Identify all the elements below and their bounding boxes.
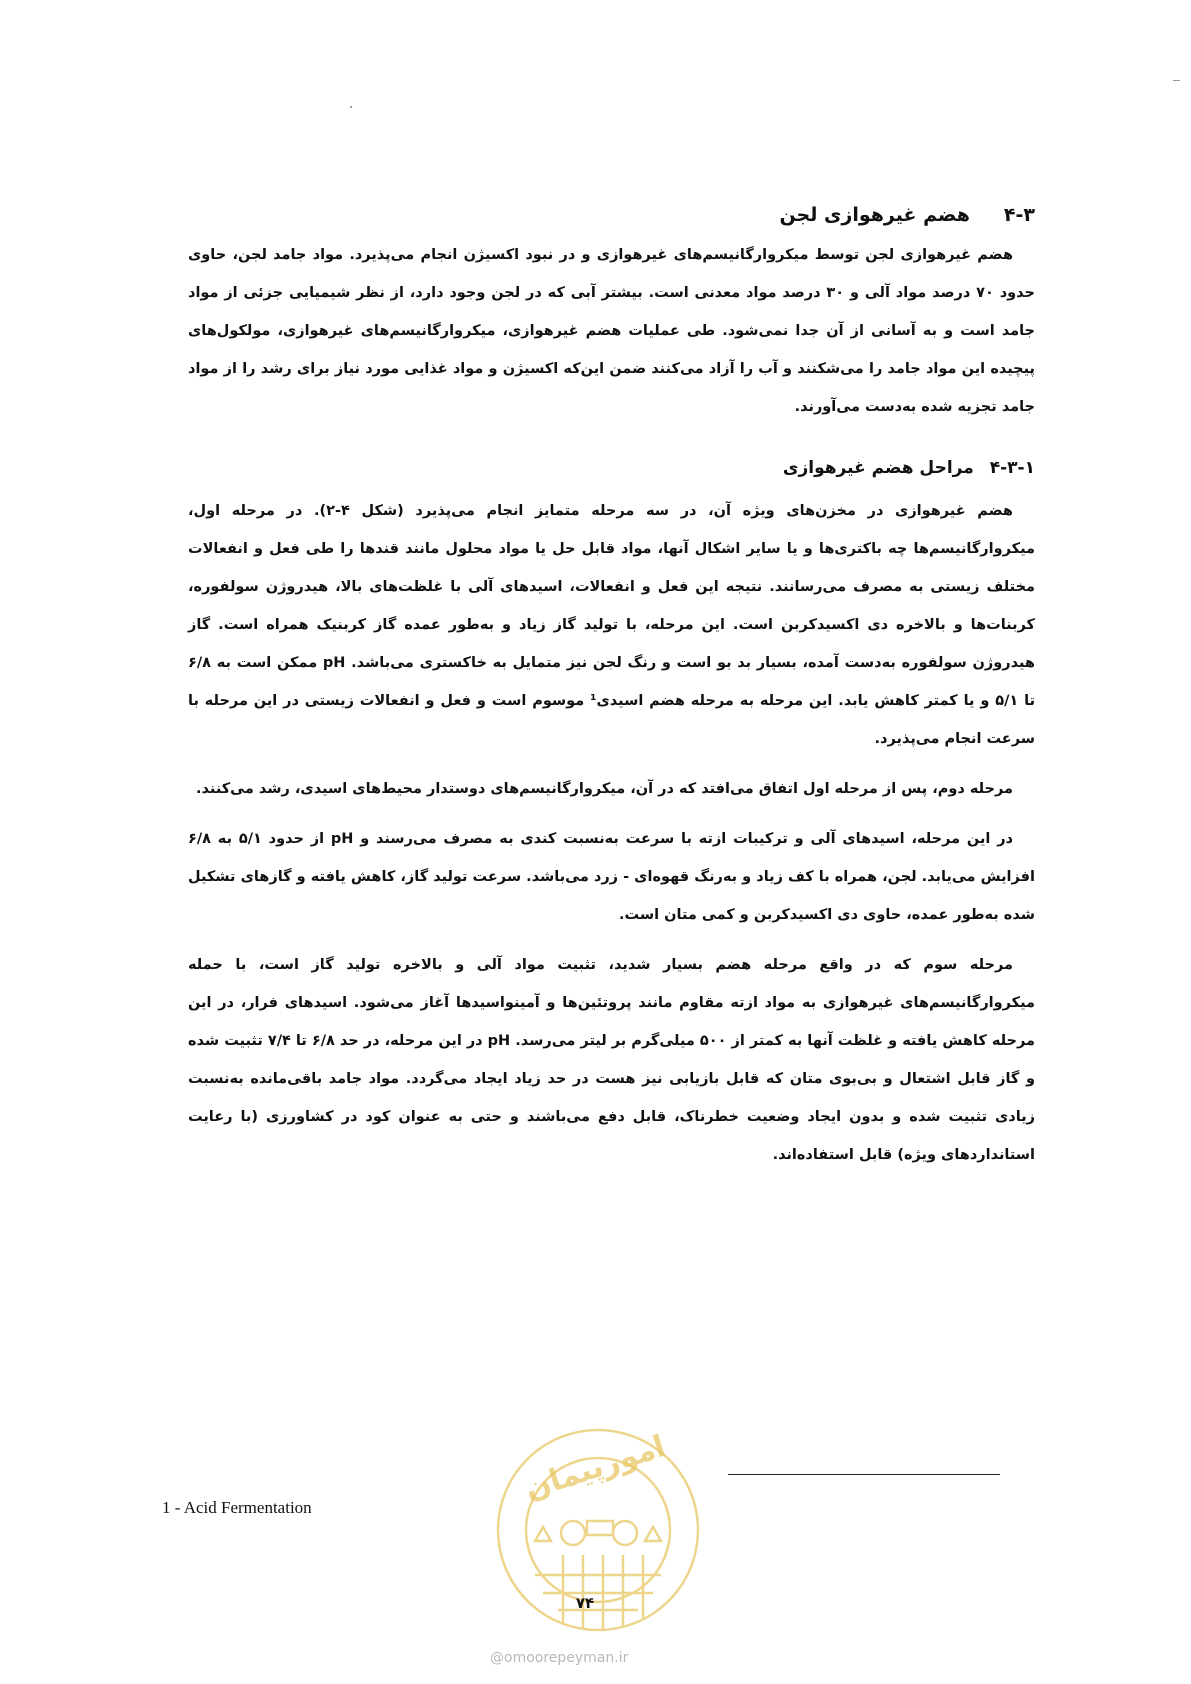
section-heading (188, 204, 1035, 226)
at-icon: @ (490, 1650, 504, 1666)
footnote-separator (728, 1474, 1000, 1475)
paragraph: در این مرحله، اسیدهای آلی و ترکیبات ازته با سرعت به‌نسبت کندی به مصرف می‌رسند و pH از حدود ۵/۱ به ۶/۸ افزایش می‌یابد. لجن، همراه با کف زیاد و به‌رنگ قهوه‌ای - زرد می‌باشد. سرعت تولید گاز، کاهش یافته و گازهای تشکیل شده به‌طور عمده، حاوی دی اکسیدکربن و کمی متان است. (188, 831, 1035, 923)
intro-paragraph: هضم غیرهوازی لجن توسط میکروارگانیسم‌های غیرهوازی و در نبود اکسیژن انجام می‌پذیرد. مواد جامد لجن، حاوی حدود ۷۰ درصد مواد آلی و ۳۰ درصد مواد معدنی است. بیشتر آبی که در لجن وجود دارد، از نظر شیمیایی جزئی از مواد جامد است و به آسانی از آن جدا نمی‌شود. طی عملیات هضم غیرهوازی، میکروارگانیسم‌های غیرهوازی، مولکول‌های پیچیده این مواد جامد را می‌شکنند و آب را آزاد می‌کنند ضمن این‌که اکسیژن و مواد غذایی مورد نیاز برای رشد را از مواد جامد تجزیه شده به‌دست می‌آورند. (188, 247, 1036, 415)
watermark-url-text: omoorepeyman.ir (504, 1650, 629, 1666)
footnote: 1 - Acid Fermentation (162, 1498, 312, 1517)
subsection-heading (188, 458, 1035, 478)
watermark-url (490, 1650, 628, 1666)
subsection-body (188, 492, 1035, 1186)
subsection-number: ۴-۳-۱ (989, 458, 1035, 478)
section-number: ۴-۳ (1003, 204, 1035, 226)
section-title: هضم غیرهوازی لجن (779, 204, 970, 226)
paragraph: مرحله دوم، پس از مرحله اول اتفاق می‌افتد که در آن، میکروارگانیسم‌های دوستدار محیط‌های اسیدی، رشد می‌کنند. (196, 781, 1013, 797)
section-body (188, 236, 1035, 438)
paragraph: هضم غیرهوازی در مخزن‌های ویژه آن، در سه مرحله متمایز انجام می‌پذیرد (شکل ۴-۲). در مرحله اول، میکروارگانیسم‌ها چه باکتری‌ها و یا سایر اشکال آنها، مواد قابل حل یا مواد محلول مانند قندها را طی فعل و انفعالات مختلف زیستی به مصرف می‌رسانند. نتیجه این فعل و انفعالات، اسیدهای آلی با غلظت‌های بالا، هیدروژن سولفوره، کربنات‌ها و بالاخره دی اکسیدکربن است. این مرحله، با تولید گاز زیاد و به‌طور عمده گاز کربنیک همراه است. گاز هیدروژن سولفوره به‌دست آمده، بسیار بد بو است و رنگ لجن نیز متمایل به خاکستری می‌باشد. pH ممکن است به ۶/۸ تا ۵/۱ و یا کمتر کاهش یابد. این مرحله به مرحله هضم اسیدی¹ موسوم است و فعل و انفعالات زیستی در این مرحله با سرعت انجام می‌پذیرد. (188, 503, 1036, 747)
scan-mark (350, 106, 352, 108)
page-number: ۷۴ (575, 1594, 595, 1612)
watermark-logo-text: امورپیمان (520, 1428, 670, 1508)
scan-mark (1173, 80, 1180, 81)
paragraph: مرحله سوم که در واقع مرحله هضم بسیار شدید، تثبیت مواد آلی و بالاخره تولید گاز است، با حمله میکروارگانیسم‌های غیرهوازی به مواد ازته مقاوم مانند پروتئین‌ها و آمینواسیدها آغاز می‌شود. اسیدهای فرار، در این مرحله کاهش یافته و غلظت آنها به کمتر از ۵۰۰ میلی‌گرم بر لیتر می‌رسد. pH در این مرحله، در حد ۶/۸ تا ۷/۴ تثبیت شده و گاز قابل اشتعال و بی‌بوی متان که قابل بازیابی نیز هست در حد زیاد ایجاد می‌گردد. مواد جامد باقی‌مانده به‌نسبت زیادی تثبیت شده و بدون ایجاد وضعیت خطرناک، قابل دفع می‌باشند و حتی به عنوان کود در کشاورزی (با رعایت استانداردهای ویژه) قابل استفاده‌اند. (188, 957, 1035, 1163)
subsection-title: مراحل هضم غیرهوازی (782, 458, 974, 478)
